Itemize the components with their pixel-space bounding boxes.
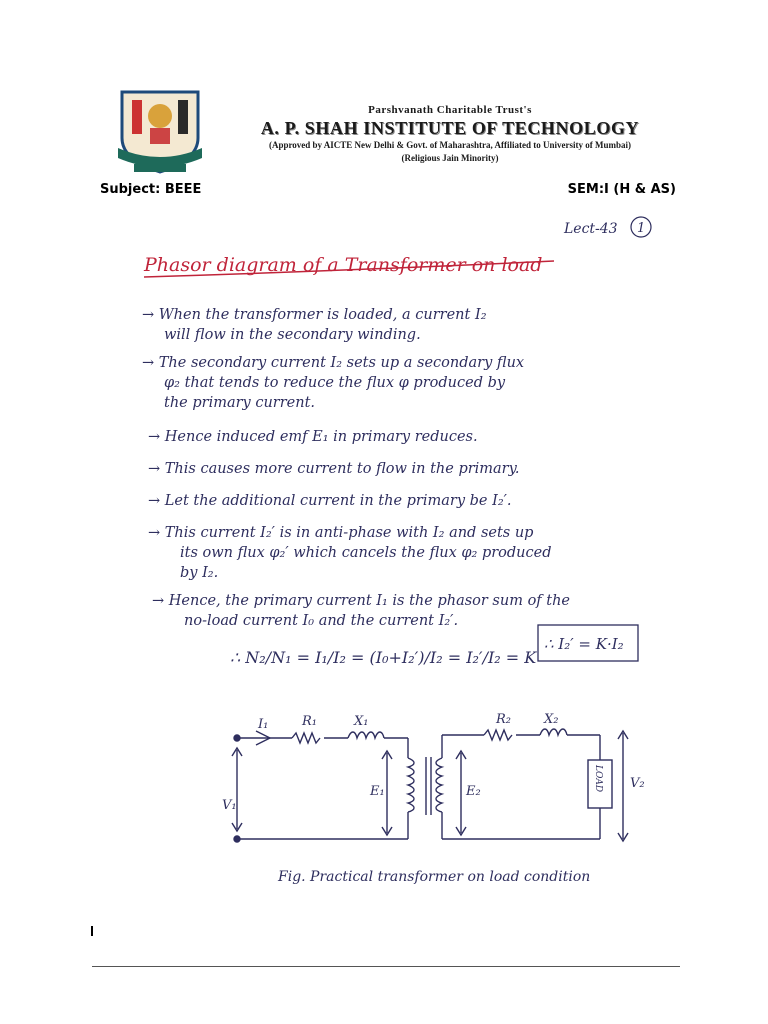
semester-label: SEM:I (H & AS) (567, 182, 676, 197)
load-label: LOAD (593, 765, 603, 793)
label-e1: E₁ (370, 784, 385, 799)
bullet-2-line-2: φ₂ that tends to reduce the flux φ produced by (164, 375, 506, 391)
subject-label: Subject: BEEE (100, 182, 202, 197)
bullet-5-line-1: → Let the additional current in the primary be I₂′. (148, 493, 512, 509)
label-v2: V₂ (630, 776, 645, 791)
bullet-1-line-1: → When the transformer is loaded, a current I₂ (142, 307, 487, 323)
label-x1: X₁ (354, 714, 369, 729)
notes-title: Phasor diagram of a Transformer on load (144, 254, 543, 276)
minority-text: (Religious Jain Minority) (401, 153, 499, 163)
label-x2: X₂ (544, 712, 559, 727)
bullet-2-line-3: the primary current. (164, 395, 316, 411)
approval-text: (Approved by AICTE New Delhi & Govt. of Maharashtra, Affiliated to University of Mumbai) (268, 140, 632, 150)
ratio-equation: ∴ N₂/N₁ = I₁/I₂ = (I₀+I₂′)/I₂ = I₂′/I₂ = K (230, 648, 537, 667)
label-e2: E₂ (466, 784, 481, 799)
bullet-6-line-1: → This current I₂′ is in anti-phase with I₂ and sets up (148, 525, 534, 541)
bullet-7-line-2: no-load current I₀ and the current I₂′. (184, 613, 459, 629)
bullet-3-line-1: → Hence induced emf E₁ in primary reduces. (148, 429, 478, 445)
bullet-4-line-1: → This causes more current to flow in the primary. (148, 461, 520, 477)
margin-mark (91, 926, 93, 936)
lecture-number: Lect-43 (564, 221, 618, 237)
label-i1: I₁ (258, 717, 269, 732)
bullet-1-line-2: will flow in the secondary winding. (164, 327, 421, 343)
page-number: 1 (637, 221, 646, 236)
bullet-7-line-1: → Hence, the primary current I₁ is the phasor sum of the (152, 593, 571, 609)
transformer-circuit (232, 729, 628, 842)
boxed-result: ∴ I₂′ = K·I₂ (544, 635, 624, 653)
bullet-6-line-3: by I₂. (180, 565, 219, 581)
trust-name: Parshvanath Charitable Trust's (368, 104, 532, 116)
institute-name: A. P. SHAH INSTITUTE OF TECHNOLOGY (260, 118, 640, 138)
label-r2: R₂ (496, 712, 511, 727)
figure-caption: Fig. Practical transformer on load condition (278, 869, 591, 885)
bullet-2-line-1: → The secondary current I₂ sets up a secondary flux (142, 355, 525, 371)
page-bottom-rule (92, 966, 680, 967)
bullet-6-line-2: its own flux φ₂′ which cancels the flux φ₂ produced (180, 545, 552, 561)
label-r1: R₁ (302, 714, 317, 729)
institute-logo (112, 86, 208, 178)
label-v1: V₁ (222, 798, 237, 813)
handwritten-notes (92, 205, 680, 965)
